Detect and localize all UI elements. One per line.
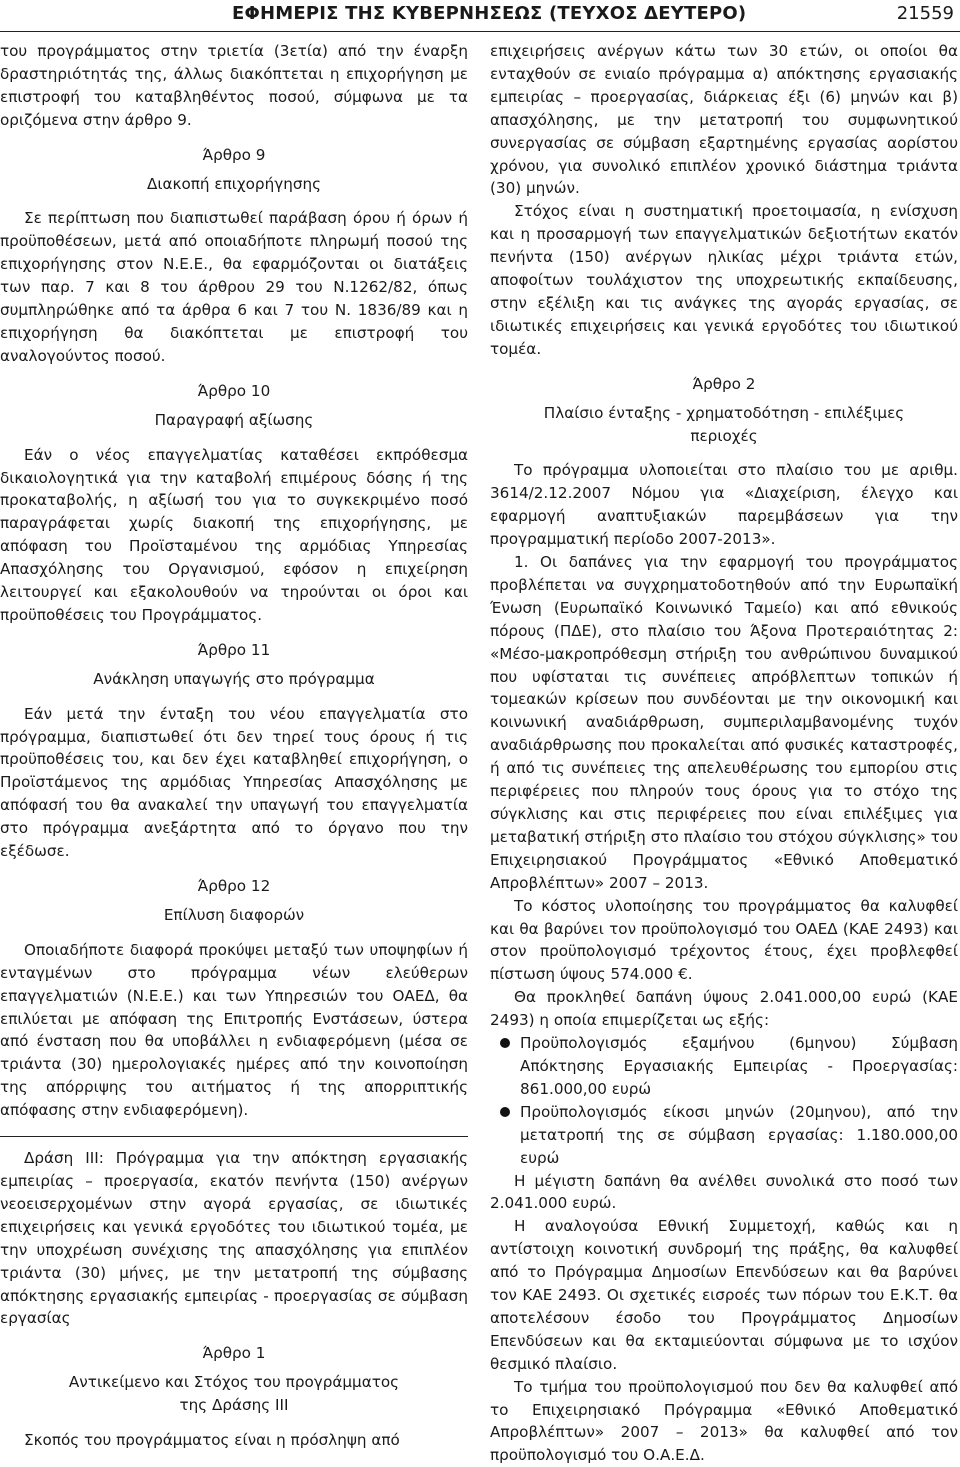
article-9-title: Διακοπή επιχορήγησης <box>147 174 321 193</box>
article-9-text: Σε περίπτωση που διαπιστωθεί παράβαση όρου ή όρων ή προϋποθέσεων, μετά από οποιαδήποτε πληρωμή ποσού της επιχορήγησης στον Ν.Ε.Ε., θα εφαρμόζονται οι διατάξεις των παρ. 7 και 8 του άρθρου 29 του Ν.1262/82, όπως συμπληρώθηκε από τα άρθρα 6 και 7 του Ν. 1836/89 και η επιχορήγηση θα διακόπτεται με επιστροφή του αναλογούντος ποσού. <box>0 209 468 365</box>
national-contribution-paragraph: Η αναλογούσα Εθνική Συμμετοχή, καθώς και η αντίστοιχη κοινοτική συνδρομή της πράξης, θα καλυφθεί από το Πρόγραμμα Δημοσίων Επενδύσεων και θα βαρύνει τον ΚΑΕ 2493. Οι σχετικές εισροές των πόρων του Ε.Κ.Τ. θα αποτελέσουν έσοδο του Προγράμματος Δημοσίων Επενδύσεων και θα εκταμιεύονται σύμφωνα με το ισχύον θεσμικό πλαίσιο. <box>490 1217 958 1373</box>
goal-paragraph: Στόχος είναι η συστηματική προετοιμασία, η ενίσχυση και η προσαρμογή των επαγγελματικών δεξιοτήτων εκατόν πενήντα (150) ανέργων ηλικίας μέχρι τριάντα ετών, αποφοίτων τουλάχιστον της υποχρεωτικής εκπαίδευσης, στην εξέλιξη και τις ανάγκες της αγοράς εργασίας, σε ιδιωτικές επιχειρήσεις και γενικά εργοδότες του ιδιωτικού τομέα. <box>490 202 958 358</box>
action-iii-article-1-title-line1: Αντικείμενο και Στόχος του προγράμματος <box>68 1373 400 1392</box>
left-column <box>0 40 468 1452</box>
article-12-number: Άρθρο 12 <box>197 877 271 895</box>
action-iii-article-1-number: Άρθρο 1 <box>202 1344 266 1363</box>
max-expenditure-paragraph: Η μέγιστη δαπάνη θα ανέλθει συνολικά στο ποσό των 2.041.000 ευρώ. <box>490 1171 958 1213</box>
bullet-dot-icon <box>500 1038 510 1048</box>
budget-coverage-paragraph: Το τμήμα του προϋπολογισμού που δεν θα καλυφθεί από το Επιχειρησιακό Πρόγραμμα «Εθνικό Αποθεματικό Απροβλέπτων» 2007 – 2013» θα καλυφθεί από τον προϋπολογισμό του Ο.Α.Ε.Δ. <box>490 1377 958 1465</box>
article-12-title: Επίλυση διαφορών <box>163 905 305 924</box>
article-10-title: Παραγραφή αξίωσης <box>154 410 314 429</box>
action-iii-article-1-title-line2: της Δράσης ΙΙΙ <box>179 1396 289 1415</box>
cofinancing-paragraph: 1. Οι δαπάνες για την εφαρμογή του προγράμματος προβλέπεται να συγχρηματοδοτηθούν από την Ευρωπαϊκή Ένωση (Ευρωπαϊκό Κοινωνικό Ταμείο) και από εθνικούς πόρους (ΠΔΕ), στο πλαίσιο του Άξονα Προτεραιότητας 2: «Μέσο-μακροπρόθεσμη στήριξη του ανθρώπινου δυναμικού που υφίσταται τις συνέπειες απρόβλεπτων τοπικών ή τομεακών κρίσεων που συνδέονται με την οικονομική και κοινωνική αναδιάρθρωση, συμπεριλαμβανομένης τυχόν αναδιάρθρωσης που προκαλείται από φυσικές καταστροφές, ή από τις συνέπειες της απελευθέρωσης του εμπορίου στις περιφέρειες που πληρούν τους όρους για το στόχο της σύγκλισης και στις περιφέρειες που είναι επιλέξιμες για μεταβατική στήριξη στο πλαίσιο του στόχου σύγκλισης» του Επιχειρησιακού Προγράμματος «Εθνικό Αποθεματικό Απροβλέπτων» 2007 – 2013. <box>490 553 958 892</box>
action-iii-section <box>0 1136 468 1330</box>
intro-paragraph: του προγράμματος στην τριετία (3ετία) από την έναρξη δραστηριότητάς της, άλλως διακόπτεται η επιχορήγηση με επιστροφή του καταβληθέντος ποσού, σύμφωνα με τα οριζόμενα στην άρθρο 9. <box>0 42 468 129</box>
action-iii-article-1-text: Σκοπός του προγράμματος είναι η πρόσληψη από <box>24 1431 400 1450</box>
expenditure-paragraph: Θα προκληθεί δαπάνη ύψους 2.041.000,00 ευρώ (ΚΑΕ 2493) η οποία επιμερίζεται ως εξής: <box>490 988 958 1030</box>
budget-item-1-text: Προϋπολογισμός εξαμήνου (6μηνου) Σύμβαση Απόκτησης Εργασιακής Εμπειρίας - Προεργασίας: 861.000,00 ευρώ <box>520 1034 958 1098</box>
article-9-number: Άρθρο 9 <box>202 145 266 164</box>
page-header <box>0 0 960 30</box>
article-2-number: Άρθρο 2 <box>692 374 756 393</box>
article-12-text: Οποιαδήποτε διαφορά προκύψει μεταξύ των υποψηφίων ή ενταγμένων στο πρόγραμμα νέων ελεύθερων επαγγελματιών (Ν.Ε.Ε.) και των Υπηρεσιών του ΟΑΕΔ, θα επιλύεται με απόφαση της Επιτροπής Ενστάσεων, ύστερα από ένσταση που θα υποβάλλει η ενδιαφερόμενη (μέσα σε τριάντα (30) ημερολογιακές ημέρες από την κοινοποίηση της απόρριψης του αιτήματος ή της απορριπτικής απόφασης στην ενδιαφερόμενη). <box>0 940 468 1120</box>
gazette-title: ΕΦΗΜΕΡΙΣ ΤΗΣ ΚΥΒΕΡΝΗΣΕΩΣ (ΤΕΥΧΟΣ ΔΕΥΤΕΡΟ) <box>232 3 747 24</box>
article-11-title: Ανάκληση υπαγωγής στο πρόγραμμα <box>93 669 375 688</box>
action-iii-heading: Δράση ΙΙΙ: Πρόγραμμα για την απόκτηση εργασιακής εμπειρίας – προεργασία, εκατόν πενήντα (150) ανέργων νεοεισερχομένων στην αγορά εργασίας, σε ιδιωτικές επιχειρήσεις και γενικά εργοδότες του ιδιωτικού τομέα, με την υποχρέωση συνέχισης της απασχόλησης για επιπλέον τριάντα (30) μήνες, με την μετατροπή της σύμβασης απόκτησης εργασιακής εμπειρίας - προεργασίας σε σύμβαση εργασίας <box>0 1149 468 1328</box>
article-11-text: Εάν μετά την ένταξη του νέου επαγγελματία στο πρόγραμμα, διαπιστωθεί ότι δεν τηρεί τους όρους ή τις προϋποθέσεις του, και δεν έχει καταβληθεί επιχορήγηση, ο Προϊστάμενος της αρμόδιας Υπηρεσίας Απασχόλησης με απόφασή του θα ανακαλεί την υπαγωγή του επαγγελματία στο πρόγραμμα ανεξάρτητα από το όργανο που την εξέδωσε. <box>0 704 468 861</box>
article-10-number: Άρθρο 10 <box>197 381 271 400</box>
article-11-number: Άρθρο 11 <box>197 640 271 659</box>
bullet-dot-icon <box>500 1107 510 1117</box>
budget-item-2 <box>490 1101 958 1170</box>
article-2-title: Πλαίσιο ένταξης - χρηματοδότηση - επιλέξιμες περιοχές <box>543 403 905 445</box>
header-divider <box>0 31 960 32</box>
cost-paragraph: Το κόστος υλοποίησης του προγράμματος θα καλυφθεί και θα βαρύνει τον προϋπολογισμό του ΟΑΕΔ (ΚΑΕ 2493) και στον προϋπολογισμό τρέχοντος έτους, έχει προβλεφθεί πίστωση ύψους 574.000 €. <box>490 896 958 984</box>
continuation-paragraph: επιχειρήσεις ανέργων κάτω των 30 ετών, οι οποίοι θα ενταχθούν σε ενιαίο πρόγραμμα α) απόκτησης εργασιακής εμπειρίας – προεργασίας, διάρκειας έξι (6) μηνών και β) απασχόλησης, με την μετατροπή του συμφωνητικού συνεργασίας σε σύμβαση εξαρτημένης εργασίας αορίστου χρόνου, για συνολικό επιπλέον χρονικό διάστημα τριάντα (30) μηνών. <box>490 42 958 198</box>
right-column <box>490 40 958 1467</box>
page-number: 21559 <box>896 3 954 24</box>
framework-paragraph: Το πρόγραμμα υλοποιείται στο πλαίσιο του με αριθμ. 3614/2.12.2007 Νόμου για «Διαχείριση, έλεγχο και εφαρμογή αναπτυξιακών παρεμβάσεων για την προγραμματική περίοδο 2007-2013». <box>490 461 958 549</box>
budget-item-1 <box>490 1032 958 1101</box>
article-10-text: Εάν ο νέος επαγγελματίας καταθέσει εκπρόθεσμα δικαιολογητικά για την καταβολή επιμέρους δόσης ή της προκαταβολής, η αξίωσή του για το συγκεκριμένο ποσό παραγράφεται χωρίς διακοπή της επιχορήγησης, με απόφαση του Προϊσταμένου της αρμόδιας Υπηρεσίας Απασχόλησης του Οργανισμού, εφόσον η επιχείρηση λειτουργεί και εξακολουθούν να τηρούνται οι όροι και προϋποθέσεις του Προγράμματος. <box>0 445 468 624</box>
budget-item-2-text: Προϋπολογισμός είκοσι μηνών (20μηνου), από την μετατροπή της σε σύμβαση εργασίας: 1.180.000,00 ευρώ <box>520 1102 958 1167</box>
